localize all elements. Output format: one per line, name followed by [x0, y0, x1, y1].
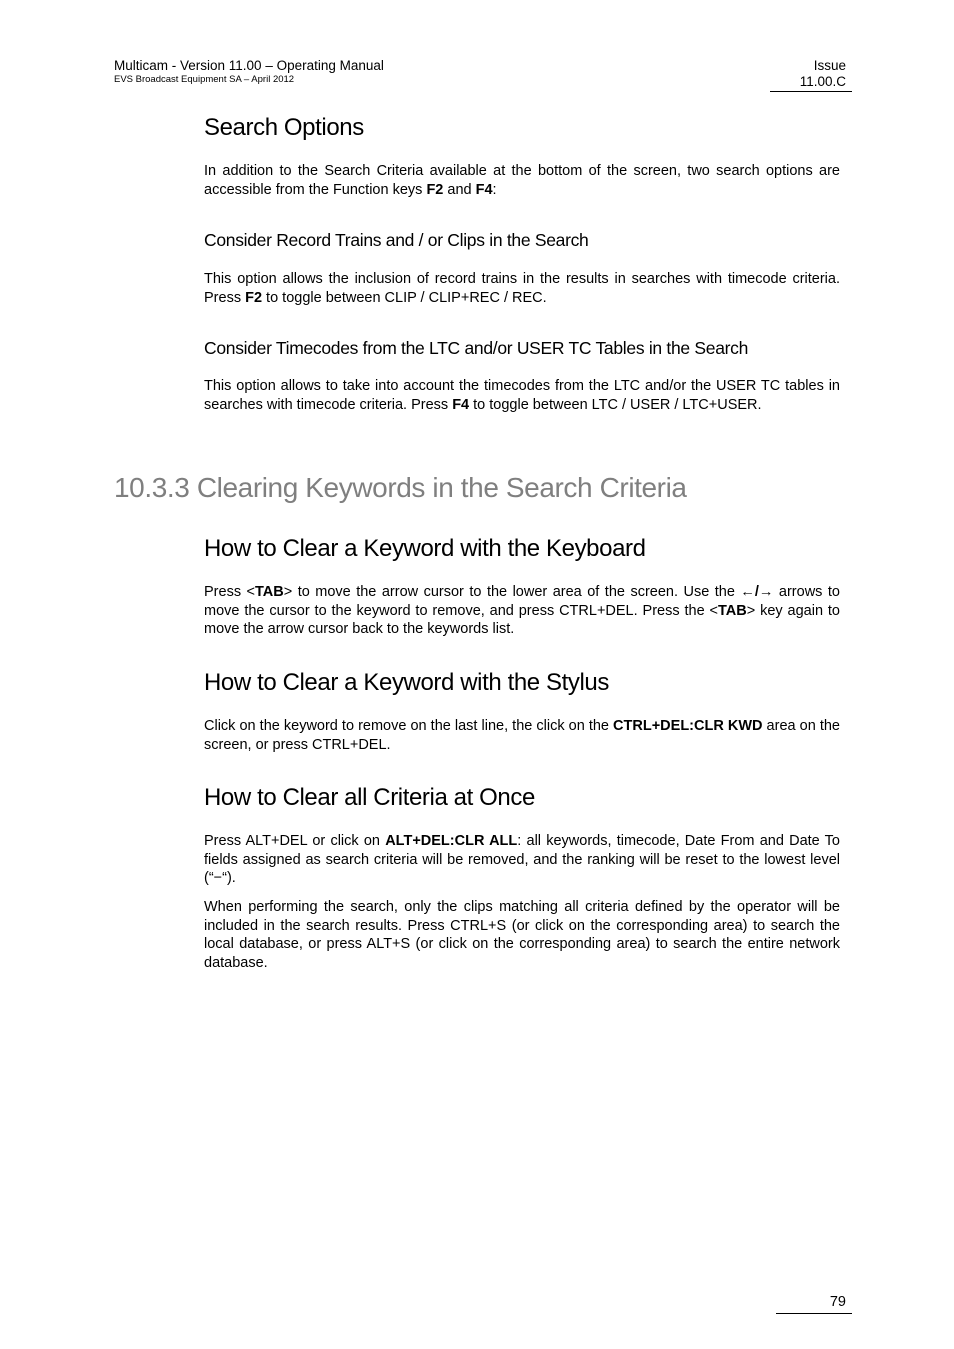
- keyboard-key-tab-2: TAB: [718, 602, 747, 619]
- timecodes-text: [204, 377, 840, 414]
- timecodes-text-2: to toggle between LTC / USER / LTC+USER.: [469, 396, 762, 413]
- search-options-heading: Search Options: [204, 114, 364, 141]
- record-trains-key: F2: [245, 289, 263, 306]
- all-criteria-p1-t2: : all keywords, timecode, Date From and Date To fields assigned as search criteria will be removed, and the ranking will be reset to the lowest level (“−“).: [204, 833, 840, 887]
- issue-value: 11.00.C: [799, 74, 846, 89]
- all-criteria-p1-t1: Press ALT+DEL or click on: [204, 833, 386, 849]
- record-trains-text-2: to toggle between CLIP / CLIP+REC / REC.: [262, 289, 547, 306]
- keyboard-text-4: > key again to move the arrow cursor back to the keywords list.: [204, 602, 840, 638]
- intro-text: In addition to the Search Criteria available at the bottom of the screen, two search options are accessible from the Function keys: [204, 163, 840, 198]
- keyboard-text-3: arrows to move the cursor to the keyword to remove, and press CTRL+DEL. Press the <: [204, 584, 840, 619]
- keyboard-heading: How to Clear a Keyword with the Keyboard: [204, 535, 646, 562]
- intro-and: and: [443, 181, 476, 198]
- manual-title: Multicam - Version 11.00 – Operating Manual: [114, 58, 384, 73]
- all-criteria-text-1: [204, 832, 840, 888]
- all-criteria-key: ALT+DEL:CLR ALL: [385, 833, 518, 849]
- keyboard-key-tab-1: TAB: [255, 584, 284, 600]
- manual-subtitle: EVS Broadcast Equipment SA – April 2012: [114, 74, 295, 85]
- header-right: [800, 58, 846, 90]
- page-number: 79: [829, 1294, 846, 1310]
- stylus-text-2: area on the screen, or press CTRL+DEL.: [204, 718, 840, 753]
- all-criteria-text-2: When performing the search, only the clips matching all criteria defined by the operator will be included in the search results. Press CTRL+S (or click on the corresponding area) to search the local database, or press ALT+S (or click on the corresponding area) to search the entire network database.: [204, 899, 840, 971]
- stylus-heading: How to Clear a Keyword with the Stylus: [204, 669, 609, 696]
- record-trains-heading: Consider Record Trains and / or Clips in the Search: [204, 230, 589, 250]
- all-criteria-heading: How to Clear all Criteria at Once: [204, 784, 535, 811]
- keyboard-text: [204, 583, 840, 639]
- intro-key-f2: F2: [426, 181, 444, 198]
- keyboard-text-1: Press <: [204, 584, 256, 600]
- record-trains-text: [204, 270, 840, 307]
- timecodes-heading: Consider Timecodes from the LTC and/or USER TC Tables in the Search: [204, 338, 749, 358]
- footer-rule: [776, 1313, 852, 1314]
- keyboard-text-2: > to move the arrow cursor to the lower area of the screen. Use the: [283, 584, 741, 600]
- record-trains-text-1: This option allows the inclusion of record trains in the results in searches with timecode criteria. Press: [204, 271, 840, 306]
- section-heading: 10.3.3 Clearing Keywords in the Search Criteria: [114, 472, 687, 503]
- issue-label: Issue: [813, 58, 846, 73]
- stylus-key: CTRL+DEL:CLR KWD: [613, 718, 763, 734]
- intro-end: :: [492, 181, 497, 198]
- header-rule: [770, 91, 852, 92]
- header-left: [114, 58, 384, 86]
- timecodes-text-1: This option allows to take into account the timecodes from the LTC and/or the USER TC tables in searches with timecode criteria. Press: [204, 378, 840, 413]
- keyboard-arrows: ←/→: [740, 584, 774, 600]
- stylus-text: [204, 717, 840, 754]
- stylus-text-1: Click on the keyword to remove on the last line, the click on the: [204, 718, 614, 734]
- intro-key-f4: F4: [475, 181, 493, 198]
- timecodes-key: F4: [452, 396, 470, 413]
- search-options-intro: [204, 162, 840, 199]
